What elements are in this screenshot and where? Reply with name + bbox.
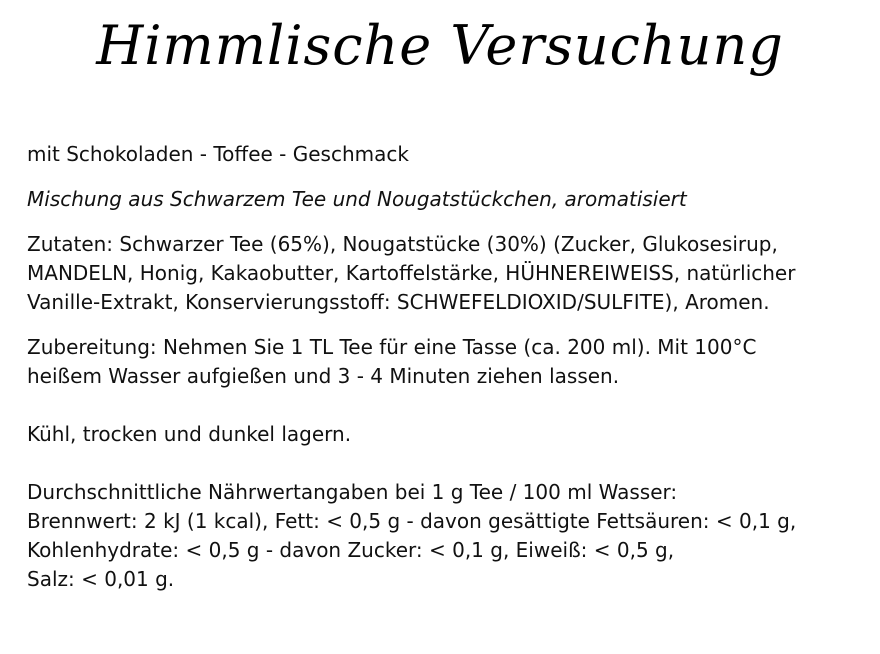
- nutrition-line: Durchschnittliche Nährwertangaben bei 1 g Tee / 100 ml Wasser:: [27, 480, 678, 504]
- nutrition-block: [27, 478, 867, 594]
- nutrition-line: Kohlenhydrate: < 0,5 g - davon Zucker: < 0,1 g, Eiweiß: < 0,5 g,: [27, 538, 675, 562]
- preparation-line: Zubereitung: Nehmen Sie 1 TL Tee für eine Tasse (ca. 200 ml). Mit 100°C: [27, 335, 757, 359]
- product-label-text: [27, 140, 867, 594]
- nutrition-line: Salz: < 0,01 g.: [27, 567, 175, 591]
- blend-description: Mischung aus Schwarzem Tee und Nougatstückchen, aromatisiert: [27, 187, 687, 211]
- ingredients-block: [27, 230, 867, 317]
- ingredients-line: MANDELN, Honig, Kakaobutter, Kartoffelstärke, HÜHNEREIWEISS, natürlicher: [27, 261, 796, 285]
- preparation-block: [27, 333, 867, 391]
- ingredients-line: Vanille-Extrakt, Konservierungsstoff: SCHWEFELDIOXID/SULFITE), Aromen.: [27, 290, 770, 314]
- ingredients-line: Zutaten: Schwarzer Tee (65%), Nougatstücke (30%) (Zucker, Glukosesirup,: [27, 232, 778, 256]
- flavor-subtitle: mit Schokoladen - Toffee - Geschmack: [27, 142, 409, 166]
- storage-instructions: Kühl, trocken und dunkel lagern.: [27, 422, 352, 446]
- product-title: Himmlische Versuchung: [96, 14, 784, 77]
- nutrition-line: Brennwert: 2 kJ (1 kcal), Fett: < 0,5 g - davon gesättigte Fettsäuren: < 0,1 g,: [27, 509, 797, 533]
- preparation-line: heißem Wasser aufgießen und 3 - 4 Minuten ziehen lassen.: [27, 364, 620, 388]
